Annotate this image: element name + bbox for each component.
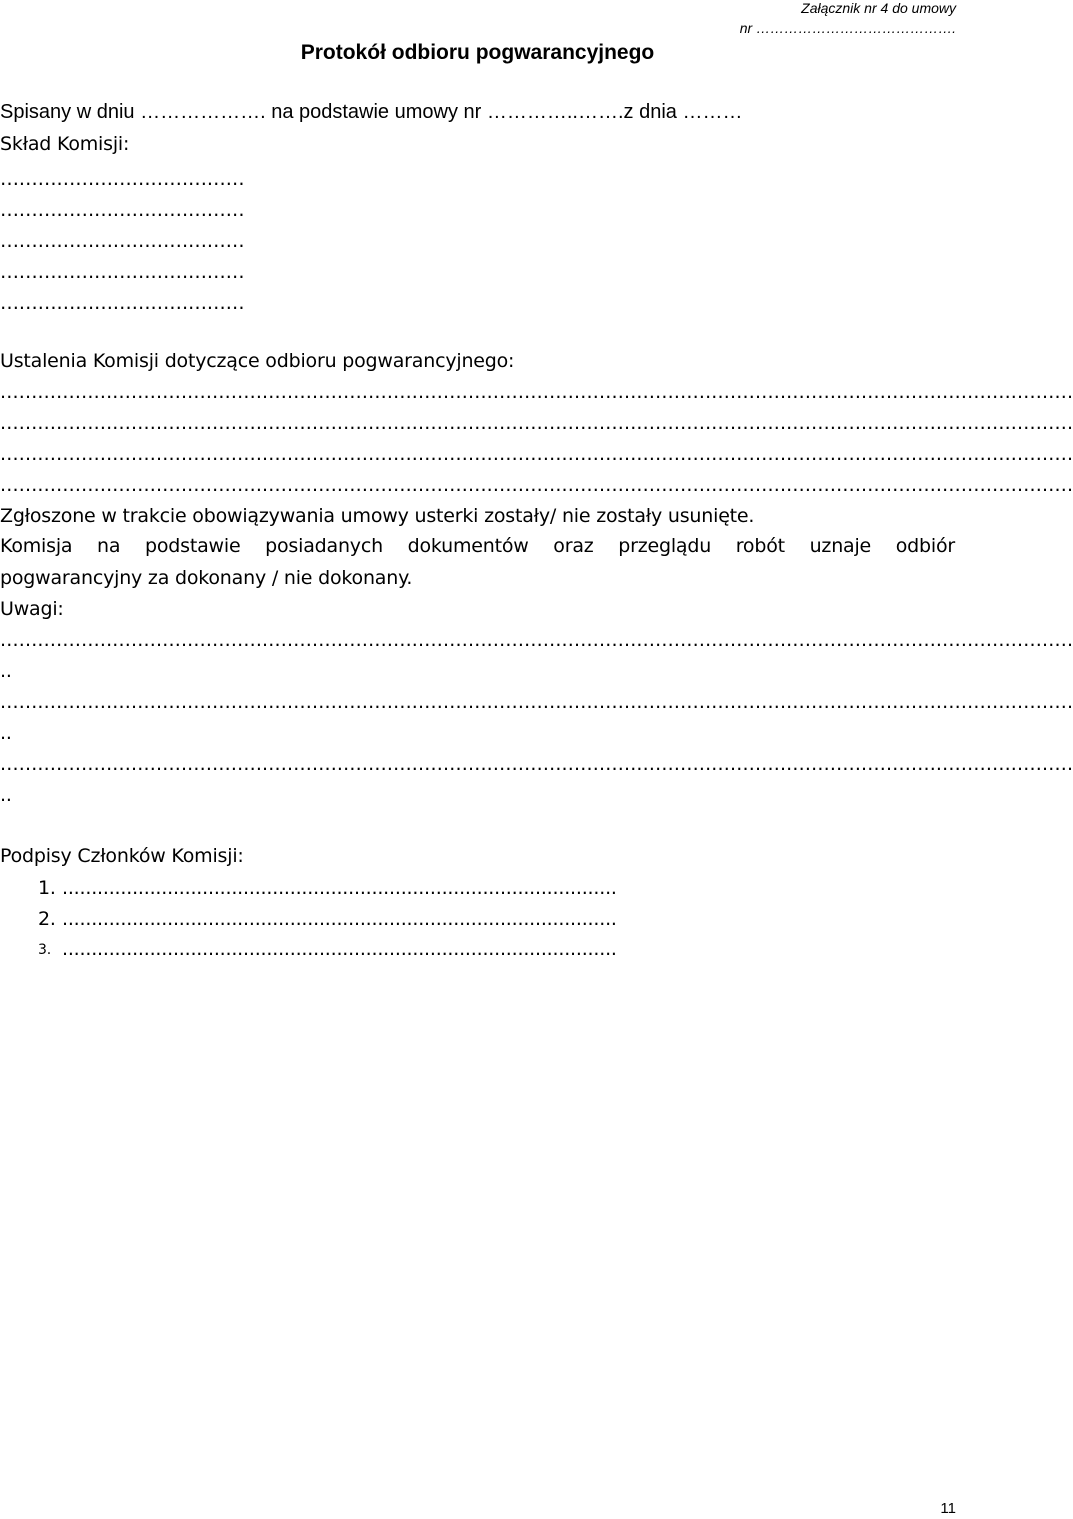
findings-dotted-line: ............................................................................................................................................................................	[0, 412, 1073, 434]
signature-line: ...............................................................................................	[62, 877, 617, 899]
commission-statement-line2: pogwarancyjny za dokonany / nie dokonany.	[0, 567, 413, 589]
committee-member-line: …………………………………	[0, 199, 245, 221]
page-number: 11	[940, 1500, 956, 1517]
committee-member-line: …………………………………	[0, 261, 245, 283]
findings-dotted-line: ............................................................................................................................................................................	[0, 381, 1073, 403]
remarks-dotted-line-end: ..	[0, 784, 12, 806]
signatures-label: Podpisy Członków Komisji:	[0, 845, 244, 867]
signature-number: 1.	[38, 877, 56, 899]
attachment-note: Załącznik nr 4 do umowy	[801, 0, 956, 16]
document-title: Protokół odbioru pogwarancyjnego	[300, 41, 655, 64]
remarks-label: Uwagi:	[0, 598, 64, 620]
remarks-dotted-line-end: ..	[0, 660, 12, 682]
committee-label: Skład Komisji:	[0, 133, 130, 155]
signature-number: 3.	[38, 942, 51, 958]
committee-member-line: …………………………………	[0, 292, 245, 314]
signed-line: Spisany w dniu ………………. na podstawie umowy nr …………..…….z dnia ………	[0, 101, 743, 123]
findings-dotted-line: ............................................................................................................................................................................	[0, 474, 1073, 496]
remarks-dotted-line-end: ..	[0, 722, 12, 744]
findings-dotted-line: ............................................................................................................................................................................	[0, 443, 1073, 465]
defects-statement: Zgłoszone w trakcie obowiązywania umowy usterki zostały/ nie zostały usunięte.	[0, 505, 755, 527]
committee-member-line: …………………………………	[0, 168, 245, 190]
remarks-dotted-line: ............................................................................................................................................................................	[0, 629, 1073, 651]
remarks-dotted-line: ............................................................................................................................................................................	[0, 691, 1073, 713]
attachment-contract-number: nr …………………………………….	[739, 20, 956, 36]
signature-number: 2.	[38, 908, 56, 930]
findings-label: Ustalenia Komisji dotyczące odbioru pogwarancyjnego:	[0, 350, 515, 372]
signature-line: ...............................................................................................	[62, 908, 617, 930]
remarks-dotted-line: ............................................................................................................................................................................	[0, 753, 1073, 775]
committee-member-line: …………………………………	[0, 230, 245, 252]
commission-statement-line1: Komisja na podstawie posiadanych dokumentów oraz przeglądu robót uznaje odbiór	[0, 535, 955, 557]
signature-line: ...............................................................................................	[62, 938, 617, 960]
